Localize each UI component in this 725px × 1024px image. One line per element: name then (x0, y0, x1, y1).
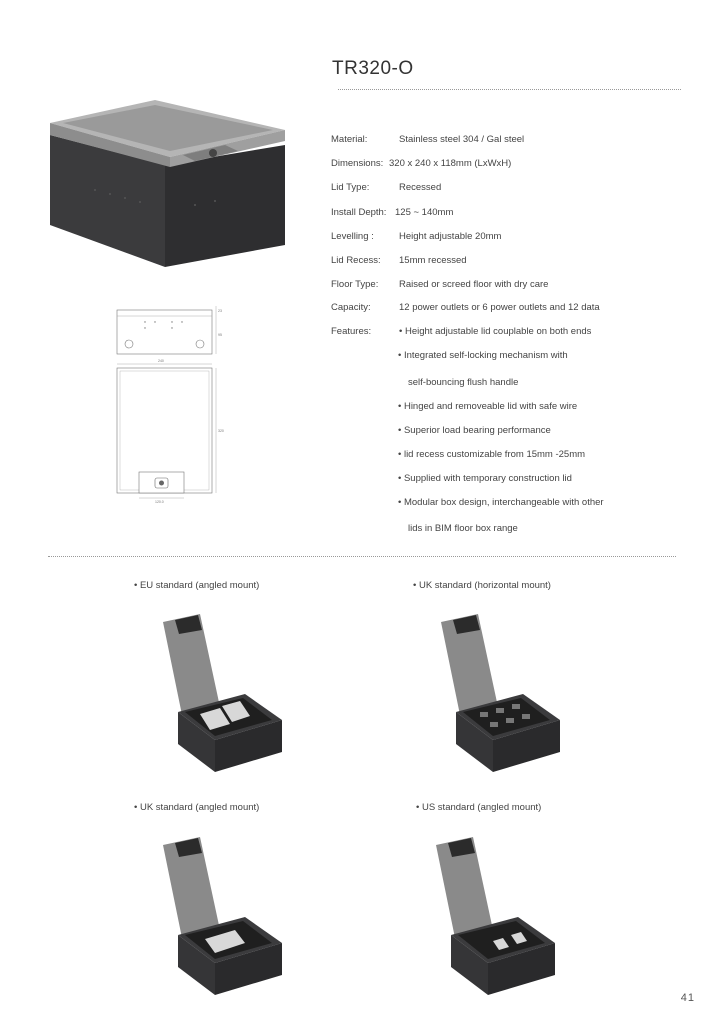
feature-item: • Integrated self-locking mechanism with (398, 350, 568, 361)
dim-handle: 120.0 (155, 500, 164, 504)
spec-value: 125 ~ 140mm (395, 207, 454, 218)
variant-caption-uk-angled: • UK standard (angled mount) (134, 802, 260, 813)
spec-value: 320 x 240 x 118mm (LxWxH) (389, 158, 512, 169)
spec-label: Install Depth: (331, 207, 387, 218)
dim-depth-b: 95 (218, 333, 222, 337)
spec-value: 12 power outlets or 6 power outlets and 12 data (399, 302, 600, 313)
variant-caption-us-angled: • US standard (angled mount) (416, 802, 542, 813)
dim-depth-a: 23 (218, 309, 222, 313)
spec-value: Recessed (399, 182, 442, 193)
feature-item: • Supplied with temporary construction lid (398, 473, 572, 484)
spec-value: Stainless steel 304 / Gal steel (399, 134, 525, 145)
spec-label: Lid Type: (331, 182, 370, 193)
feature-item: • Modular box design, interchangeable with other (398, 497, 604, 508)
variant-photo-uk-horizontal (438, 612, 563, 777)
dim-height: 320 (218, 429, 224, 433)
technical-drawing (112, 300, 232, 510)
section-divider (48, 556, 676, 557)
spec-value: 15mm recessed (399, 255, 467, 266)
feature-item: lids in BIM floor box range (408, 523, 518, 534)
variant-photo-us-angled (433, 835, 558, 1000)
spec-label: Dimensions: (331, 158, 384, 169)
spec-label: Lid Recess: (331, 255, 381, 266)
product-title: TR320-O (332, 58, 414, 79)
spec-value: Raised or screed floor with dry care (399, 279, 549, 290)
variant-photo-uk-angled (160, 835, 285, 1000)
spec-value: • Height adjustable lid couplable on both ends (399, 326, 592, 337)
feature-item: • Superior load bearing performance (398, 425, 551, 436)
variant-caption-eu-angled: • EU standard (angled mount) (134, 580, 260, 591)
page-number: 41 (680, 992, 695, 1004)
spec-value: Height adjustable 20mm (399, 231, 502, 242)
variant-photo-eu-angled (160, 612, 285, 777)
feature-item: self-bouncing flush handle (408, 377, 519, 388)
spec-label: Capacity: (331, 302, 371, 313)
product-photo-closed (45, 95, 290, 275)
dim-width: 240 (158, 359, 164, 363)
spec-label: Material: (331, 134, 368, 145)
title-divider (338, 89, 681, 90)
spec-label: Levelling : (331, 231, 374, 242)
spec-label: Features: (331, 326, 372, 337)
feature-item: • lid recess customizable from 15mm -25mm (398, 449, 586, 460)
feature-item: • Hinged and removeable lid with safe wire (398, 401, 578, 412)
spec-label: Floor Type: (331, 279, 379, 290)
variant-caption-uk-horizontal: • UK standard (horizontal mount) (413, 580, 551, 591)
